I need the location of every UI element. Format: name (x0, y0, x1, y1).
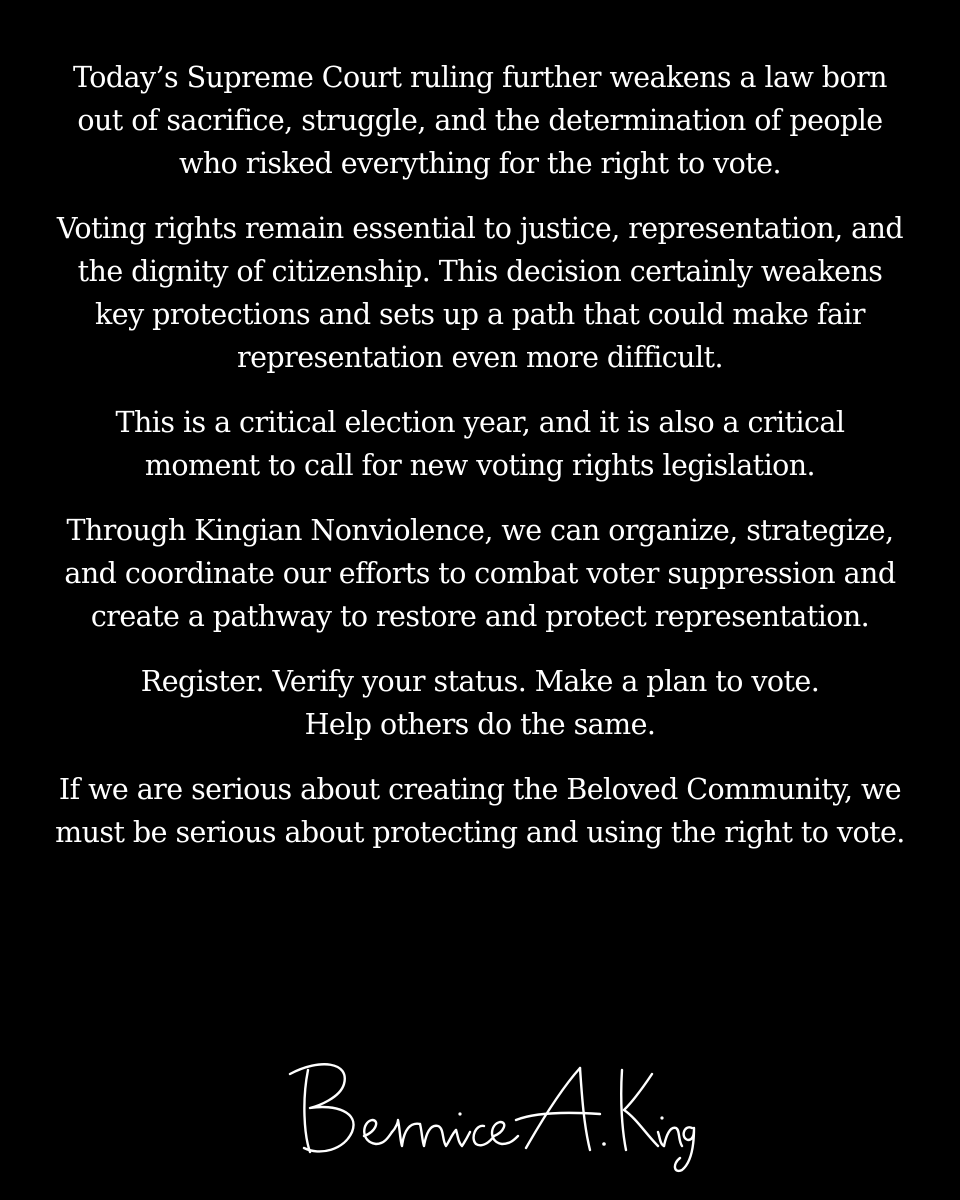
statement-paragraph-6 (0, 768, 960, 854)
statement-line: the dignity of citizenship. This decision certainly weakens (77, 255, 883, 288)
signature (280, 1040, 700, 1180)
statement-line: who risked everything for the right to vote. (179, 147, 781, 180)
statement-line: create a pathway to restore and protect representation. (90, 600, 870, 633)
statement-paragraph-2 (0, 207, 960, 379)
statement-line: must be serious about protecting and using the right to vote. (55, 816, 905, 849)
statement-line: moment to call for new voting rights legislation. (144, 449, 816, 482)
statement-line: Voting rights remain essential to justice, representation, and (56, 212, 904, 245)
statement-line: Help others do the same. (304, 708, 656, 741)
statement-paragraph-3 (0, 401, 960, 487)
statement-line: If we are serious about creating the Beloved Community, we (58, 773, 902, 806)
statement-paragraph-4 (0, 509, 960, 638)
statement-body (0, 56, 960, 876)
statement-paragraph-5 (0, 660, 960, 746)
statement-paragraph-1 (0, 56, 960, 185)
handwritten-signature (280, 1040, 700, 1180)
statement-line: This is a critical election year, and it is also a critical (115, 406, 845, 439)
statement-line: Through Kingian Nonviolence, we can organize, strategize, (66, 514, 894, 547)
statement-line: out of sacrifice, struggle, and the determination of people (77, 104, 883, 137)
statement-line: and coordinate our efforts to combat voter suppression and (64, 557, 896, 590)
statement-line: Today’s Supreme Court ruling further weakens a law born (73, 61, 887, 94)
statement-line: representation even more difficult. (237, 341, 723, 374)
statement-line: Register. Verify your status. Make a plan to vote. (140, 665, 820, 698)
statement-line: key protections and sets up a path that could make fair (95, 298, 865, 331)
